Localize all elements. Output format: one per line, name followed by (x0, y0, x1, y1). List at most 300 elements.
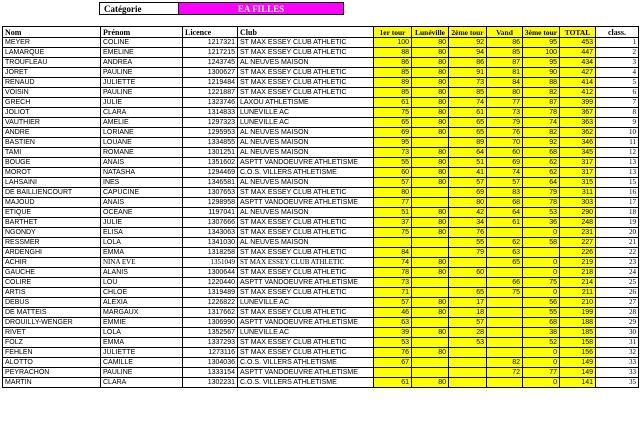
cell-3eme-tour: 95 (523, 38, 560, 48)
cell-prenom: INES (101, 178, 183, 188)
cell-nom: ARTIS (3, 288, 101, 298)
cell-luneville: 80 (412, 178, 449, 188)
column-header: 2ème tour (449, 27, 487, 38)
cell-3eme-tour: 100 (523, 48, 560, 58)
cell-licence: 1300627 (183, 68, 238, 78)
cell-prenom: OCEANE (101, 208, 183, 218)
cell-prenom: CHLOE (101, 288, 183, 298)
cell-luneville (412, 368, 449, 378)
cell-prenom: ALEXIA (101, 298, 183, 308)
cell-vand: 70 (487, 138, 523, 148)
cell-class: 12 (596, 148, 639, 158)
cell-total: 346 (560, 138, 596, 148)
cell-total: 311 (560, 188, 596, 198)
cell-luneville: 80 (412, 208, 449, 218)
cell-luneville (412, 248, 449, 258)
cell-prenom: LOLA (101, 238, 183, 248)
table-row (3, 238, 639, 248)
cell-licence: 1319489 (183, 288, 238, 298)
table-row (3, 218, 639, 228)
cell-total: 214 (560, 278, 596, 288)
cell-vand: 76 (487, 128, 523, 138)
cell-nom: MOROT (3, 168, 101, 178)
cell-club: ST MAX ESSEY CLUB ATHLETIC (238, 78, 374, 88)
cell-class: 26 (596, 288, 639, 298)
cell-club: C.O.S. VILLERS ATHLETISME (238, 378, 374, 388)
cell-licence: 1300644 (183, 268, 238, 278)
cell-3eme-tour: 53 (523, 208, 560, 218)
cell-licence: 1295953 (183, 128, 238, 138)
cell-prenom: LORIANE (101, 128, 183, 138)
cell-1er-tour: 85 (374, 68, 412, 78)
cell-licence: 1351049 (183, 258, 238, 268)
cell-2eme-tour: 79 (449, 248, 487, 258)
cell-total: 363 (560, 118, 596, 128)
cell-vand: 69 (487, 158, 523, 168)
cell-class: 35 (596, 378, 639, 388)
cell-2eme-tour: 61 (449, 108, 487, 118)
cell-3eme-tour: 87 (523, 98, 560, 108)
cell-licence: 1334855 (183, 138, 238, 148)
cell-club: ST MAX ESSEY CLUB ATHLETIC (238, 308, 374, 318)
cell-luneville: 80 (412, 268, 449, 278)
cell-club: AL NEUVES MAISON (238, 138, 374, 148)
cell-licence: 1343063 (183, 228, 238, 238)
cell-luneville (412, 288, 449, 298)
cell-1er-tour: 95 (374, 138, 412, 148)
cell-licence: 1351602 (183, 158, 238, 168)
cell-2eme-tour: 89 (449, 138, 487, 148)
table-row (3, 108, 639, 118)
column-header: Club (238, 27, 374, 38)
cell-2eme-tour (449, 358, 487, 368)
column-header: class. (596, 27, 639, 38)
cell-club: ST MAX ESSEY CLUB ATHLETIC (238, 288, 374, 298)
cell-luneville: 80 (412, 348, 449, 358)
cell-vand: 73 (487, 108, 523, 118)
cell-total: 414 (560, 78, 596, 88)
cell-licence: 1217215 (183, 48, 238, 58)
cell-class: 19 (596, 218, 639, 228)
cell-vand: 57 (487, 178, 523, 188)
cell-total: 219 (560, 258, 596, 268)
cell-3eme-tour: 0 (523, 378, 560, 388)
cell-luneville: 80 (412, 218, 449, 228)
cell-total: 290 (560, 208, 596, 218)
cell-class: 13 (596, 168, 639, 178)
cell-total: 367 (560, 108, 596, 118)
cell-total: 248 (560, 218, 596, 228)
cell-nom: ALOTTO (3, 358, 101, 368)
cell-nom: GRECH (3, 98, 101, 108)
cell-1er-tour (374, 238, 412, 248)
table-row (3, 68, 639, 78)
cell-3eme-tour: 82 (523, 88, 560, 98)
cell-nom: RIVET (3, 328, 101, 338)
cell-total: 453 (560, 38, 596, 48)
cell-1er-tour: 73 (374, 148, 412, 158)
cell-licence: 1307653 (183, 188, 238, 198)
cell-luneville: 80 (412, 48, 449, 58)
cell-nom: DE BAILLIENCOURT (3, 188, 101, 198)
cell-luneville: 80 (412, 308, 449, 318)
cell-vand: 72 (487, 368, 523, 378)
table-row (3, 328, 639, 338)
cell-3eme-tour: 78 (523, 198, 560, 208)
table-row (3, 378, 639, 388)
cell-3eme-tour: 62 (523, 158, 560, 168)
cell-class: 22 (596, 248, 639, 258)
cell-prenom: PAULINE (101, 368, 183, 378)
cell-total: 434 (560, 58, 596, 68)
cell-class: 11 (596, 138, 639, 148)
cell-1er-tour: 39 (374, 328, 412, 338)
cell-2eme-tour: 41 (449, 168, 487, 178)
cell-total: 199 (560, 308, 596, 318)
cell-class: 27 (596, 298, 639, 308)
cell-prenom: JULIETTE (101, 78, 183, 88)
cell-nom: MAJOUD (3, 198, 101, 208)
cell-luneville: 80 (412, 258, 449, 268)
table-row (3, 268, 639, 278)
cell-licence: 1220440 (183, 278, 238, 288)
cell-club: ASPTT VANDOEUVRE ATHLETISME (238, 368, 374, 378)
table-row (3, 348, 639, 358)
cell-total: 185 (560, 328, 596, 338)
cell-vand (487, 338, 523, 348)
cell-3eme-tour: 0 (523, 268, 560, 278)
cell-licence: 1273116 (183, 348, 238, 358)
cell-licence: 1197041 (183, 208, 238, 218)
cell-vand: 85 (487, 48, 523, 58)
cell-2eme-tour: 69 (449, 188, 487, 198)
cell-3eme-tour: 0 (523, 288, 560, 298)
cell-class: 18 (596, 208, 639, 218)
cell-1er-tour: 65 (374, 118, 412, 128)
cell-prenom: ALANIS (101, 268, 183, 278)
cell-class: 31 (596, 338, 639, 348)
cell-licence: 1314833 (183, 108, 238, 118)
column-header: Vand (487, 27, 523, 38)
cell-1er-tour (374, 368, 412, 378)
cell-2eme-tour: 64 (449, 148, 487, 158)
cell-1er-tour: 73 (374, 278, 412, 288)
cell-vand: 83 (487, 188, 523, 198)
cell-3eme-tour (523, 248, 560, 258)
cell-class: 9 (596, 118, 639, 128)
cell-nom: JOLIOT (3, 108, 101, 118)
cell-club: ST MAX ESSEY CLUB ATHLETIC (238, 248, 374, 258)
cell-club: ASPTT VANDOEUVRE ATHLETISME (238, 278, 374, 288)
cell-3eme-tour: 62 (523, 168, 560, 178)
cell-club: LUNEVILLE AC (238, 108, 374, 118)
cell-3eme-tour: 55 (523, 308, 560, 318)
cell-3eme-tour: 38 (523, 328, 560, 338)
cell-class: 8 (596, 108, 639, 118)
cell-vand: 87 (487, 58, 523, 68)
table-row (3, 158, 639, 168)
cell-3eme-tour: 0 (523, 358, 560, 368)
cell-total: 317 (560, 168, 596, 178)
cell-2eme-tour: 53 (449, 338, 487, 348)
cell-3eme-tour: 64 (523, 178, 560, 188)
cell-vand (487, 348, 523, 358)
cell-nom: GAUCHE (3, 268, 101, 278)
table-row (3, 98, 639, 108)
cell-nom: TAMI (3, 148, 101, 158)
cell-1er-tour: 85 (374, 88, 412, 98)
cell-1er-tour: 76 (374, 348, 412, 358)
cell-luneville: 80 (412, 78, 449, 88)
cell-vand: 79 (487, 118, 523, 128)
cell-3eme-tour: 88 (523, 78, 560, 88)
cell-3eme-tour: 0 (523, 348, 560, 358)
cell-club: ASPTT VANDOEUVRE ATHLETISME (238, 158, 374, 168)
cell-nom: ANDRE (3, 128, 101, 138)
cell-3eme-tour: 68 (523, 318, 560, 328)
cell-club: LAXOU ATHLETISME (238, 98, 374, 108)
cell-vand: 68 (487, 198, 523, 208)
cell-prenom: ANAIS (101, 158, 183, 168)
cell-total: 188 (560, 318, 596, 328)
cell-prenom: CAMILLE (101, 358, 183, 368)
cell-licence: 1307666 (183, 218, 238, 228)
cell-prenom: PAULINE (101, 68, 183, 78)
cell-class: 24 (596, 268, 639, 278)
cell-class: 33 (596, 368, 639, 378)
cell-luneville: 80 (412, 58, 449, 68)
cell-2eme-tour: 17 (449, 298, 487, 308)
category-header (99, 2, 344, 16)
cell-prenom: CLARA (101, 108, 183, 118)
cell-total: 211 (560, 288, 596, 298)
cell-3eme-tour: 0 (523, 228, 560, 238)
cell-1er-tour: 55 (374, 158, 412, 168)
cell-total: 210 (560, 298, 596, 308)
cell-nom: DEBUS (3, 298, 101, 308)
cell-class: 4 (596, 68, 639, 78)
cell-2eme-tour: 57 (449, 318, 487, 328)
cell-club: ST MAX ESSEY CLUB ATHLETIC (238, 348, 374, 358)
table-row (3, 58, 639, 68)
cell-nom: ETIQUE (3, 208, 101, 218)
cell-class: 2 (596, 48, 639, 58)
cell-1er-tour: 60 (374, 168, 412, 178)
cell-club: C.O.S. VILLERS ATHLETISME (238, 358, 374, 368)
cell-nom: VAUTHIER (3, 118, 101, 128)
cell-club: ST MAX ESSEY CLUB ATHLETIC (238, 268, 374, 278)
cell-nom: MEYER (3, 38, 101, 48)
table-header-row (3, 27, 639, 38)
cell-luneville: 80 (412, 148, 449, 158)
cell-luneville (412, 278, 449, 288)
cell-2eme-tour: 60 (449, 268, 487, 278)
cell-1er-tour: 100 (374, 38, 412, 48)
cell-luneville: 80 (412, 228, 449, 238)
ranking-table (2, 26, 639, 388)
cell-licence: 1302231 (183, 378, 238, 388)
cell-1er-tour: 78 (374, 268, 412, 278)
cell-club: ST MAX ESSEY CLUB ATHLETIC (238, 258, 374, 268)
cell-class: 20 (596, 228, 639, 238)
cell-class: 21 (596, 238, 639, 248)
cell-2eme-tour: 42 (449, 208, 487, 218)
ranking-rows (3, 38, 639, 388)
cell-total: 149 (560, 368, 596, 378)
cell-total: 226 (560, 248, 596, 258)
cell-licence: 1294469 (183, 168, 238, 178)
table-row (3, 258, 639, 268)
cell-club: ST MAX ESSEY CLUB ATHLETIC (238, 88, 374, 98)
cell-luneville: 80 (412, 128, 449, 138)
cell-total: 149 (560, 358, 596, 368)
cell-2eme-tour: 34 (449, 218, 487, 228)
table-row (3, 38, 639, 48)
cell-licence: 1337293 (183, 338, 238, 348)
cell-1er-tour: 75 (374, 108, 412, 118)
cell-club: AL NEUVES MAISON (238, 238, 374, 248)
cell-prenom: EMELINE (101, 48, 183, 58)
table-row (3, 178, 639, 188)
cell-luneville (412, 198, 449, 208)
cell-nom: DROUILLY-WENGER (3, 318, 101, 328)
cell-vand: 77 (487, 98, 523, 108)
category-value: EA FILLES (179, 2, 344, 15)
cell-1er-tour: 86 (374, 58, 412, 68)
table-row (3, 168, 639, 178)
cell-total: 399 (560, 98, 596, 108)
cell-nom: FEHLEN (3, 348, 101, 358)
cell-3eme-tour: 74 (523, 118, 560, 128)
cell-nom: RENAUD (3, 78, 101, 88)
cell-vand: 60 (487, 148, 523, 158)
cell-total: 218 (560, 268, 596, 278)
cell-class: 1 (596, 38, 639, 48)
table-row (3, 208, 639, 218)
table-row (3, 198, 639, 208)
cell-club: ST MAX ESSEY CLUB ATHLETIC (238, 228, 374, 238)
cell-class: 33 (596, 358, 639, 368)
table-row (3, 308, 639, 318)
cell-nom: LAHSAINI (3, 178, 101, 188)
cell-2eme-tour: 65 (449, 128, 487, 138)
cell-club: AL NEUVES MAISON (238, 58, 374, 68)
table-row (3, 188, 639, 198)
cell-class: 25 (596, 278, 639, 288)
cell-nom: PEYRACHON (3, 368, 101, 378)
cell-1er-tour: 88 (374, 48, 412, 58)
cell-luneville: 80 (412, 108, 449, 118)
cell-3eme-tour: 36 (523, 218, 560, 228)
cell-luneville: 80 (412, 378, 449, 388)
cell-prenom: CAPUCINE (101, 188, 183, 198)
cell-2eme-tour: 86 (449, 58, 487, 68)
cell-1er-tour: 89 (374, 78, 412, 88)
cell-nom: BASTIEN (3, 138, 101, 148)
cell-3eme-tour: 75 (523, 278, 560, 288)
cell-licence: 1243745 (183, 58, 238, 68)
column-header: 1er tour (374, 27, 412, 38)
cell-3eme-tour: 77 (523, 368, 560, 378)
table-row (3, 118, 639, 128)
cell-1er-tour: 84 (374, 248, 412, 258)
cell-club: LUNEVILLE AC (238, 328, 374, 338)
cell-prenom: AMELIE (101, 118, 183, 128)
cell-club: ST MAX ESSEY CLUB ATHLETIC (238, 338, 374, 348)
cell-club: ST MAX ESSEY CLUB ATHLETIC (238, 48, 374, 58)
cell-luneville (412, 338, 449, 348)
cell-class: 23 (596, 258, 639, 268)
cell-2eme-tour: 76 (449, 228, 487, 238)
cell-2eme-tour: 65 (449, 118, 487, 128)
cell-club: AL NEUVES MAISON (238, 128, 374, 138)
cell-luneville: 80 (412, 68, 449, 78)
cell-prenom: LOLA (101, 328, 183, 338)
column-header: 3ème tour (523, 27, 560, 38)
cell-luneville (412, 318, 449, 328)
cell-vand: 74 (487, 168, 523, 178)
cell-prenom: COLINE (101, 38, 183, 48)
cell-vand: 65 (487, 258, 523, 268)
table-row (3, 298, 639, 308)
cell-club: AL NEUVES MAISON (238, 178, 374, 188)
cell-class: 29 (596, 318, 639, 328)
cell-vand (487, 268, 523, 278)
table-row (3, 88, 639, 98)
cell-club: C.O.S. VILLERS ATHLETISME (238, 168, 374, 178)
table-row (3, 78, 639, 88)
cell-vand: 75 (487, 288, 523, 298)
cell-club: ST MAX ESSEY CLUB ATHLETIC (238, 68, 374, 78)
cell-luneville: 80 (412, 118, 449, 128)
cell-2eme-tour (449, 378, 487, 388)
cell-vand: 62 (487, 238, 523, 248)
cell-3eme-tour: 56 (523, 298, 560, 308)
cell-total: 315 (560, 178, 596, 188)
cell-licence: 1298958 (183, 198, 238, 208)
cell-prenom: ELISA (101, 228, 183, 238)
cell-prenom: MARGAUX (101, 308, 183, 318)
cell-club: ST MAX ESSEY CLUB ATHLETIC (238, 38, 374, 48)
table-row (3, 148, 639, 158)
cell-luneville (412, 238, 449, 248)
cell-2eme-tour (449, 278, 487, 288)
cell-vand (487, 328, 523, 338)
cell-nom: LAMARQUE (3, 48, 101, 58)
cell-vand: 61 (487, 218, 523, 228)
cell-licence: 1304036 (183, 358, 238, 368)
table-row (3, 358, 639, 368)
cell-luneville (412, 138, 449, 148)
cell-3eme-tour: 95 (523, 58, 560, 68)
cell-2eme-tour: 91 (449, 68, 487, 78)
table-row (3, 128, 639, 138)
cell-total: 158 (560, 338, 596, 348)
cell-licence: 1221887 (183, 88, 238, 98)
cell-licence: 1323746 (183, 98, 238, 108)
cell-total: 362 (560, 128, 596, 138)
cell-prenom: ROMANE (101, 148, 183, 158)
table-row (3, 228, 639, 238)
cell-nom: FOLZ (3, 338, 101, 348)
cell-class: 3 (596, 58, 639, 68)
cell-2eme-tour: 73 (449, 78, 487, 88)
cell-vand: 86 (487, 38, 523, 48)
cell-nom: RESSMER (3, 238, 101, 248)
cell-licence: 1306990 (183, 318, 238, 328)
cell-prenom: NATASHA (101, 168, 183, 178)
cell-total: 156 (560, 348, 596, 358)
